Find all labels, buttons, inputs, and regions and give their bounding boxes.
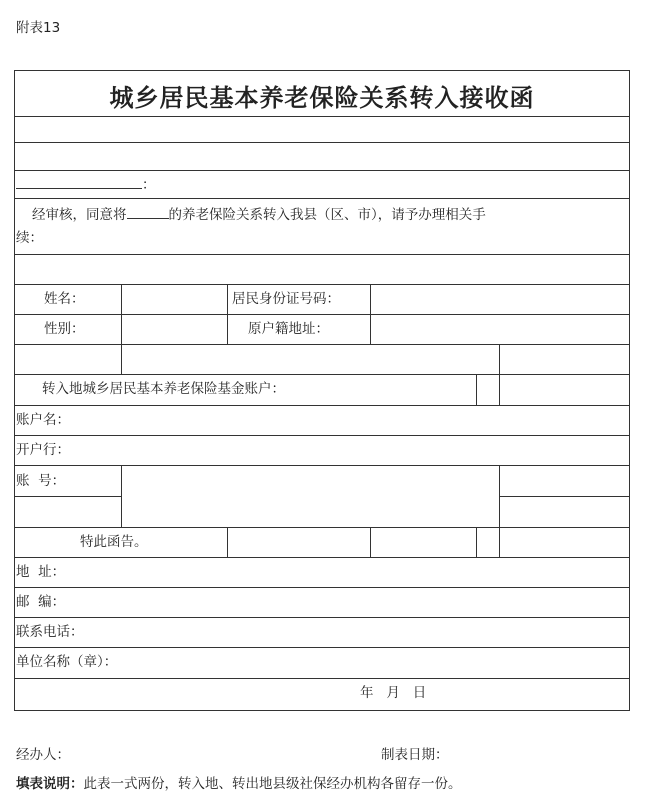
row-divider <box>14 254 630 255</box>
addressee-blank[interactable] <box>16 176 142 189</box>
body-text-line2: 续： <box>16 230 43 246</box>
phone-field[interactable] <box>95 619 628 646</box>
date-text: 年 月 日 <box>360 685 427 701</box>
body-prefix: 经审核，同意将 <box>32 207 127 223</box>
note-label: 填表说明： <box>16 776 84 792</box>
address-label: 地 址： <box>16 564 66 580</box>
address-field[interactable] <box>80 559 628 586</box>
row-divider <box>14 435 630 436</box>
account-name-label: 账户名： <box>16 412 70 428</box>
row-divider <box>14 678 630 679</box>
name-label: 姓名： <box>44 291 85 307</box>
col-divider <box>476 527 477 557</box>
row-divider <box>14 465 630 466</box>
row-divider <box>14 557 630 558</box>
row-divider <box>14 496 122 497</box>
transfer-person-blank[interactable] <box>127 206 169 219</box>
account-name-field[interactable] <box>80 407 628 434</box>
handler-label: 经办人： <box>16 747 70 763</box>
row-divider <box>14 314 630 315</box>
row-divider <box>14 587 630 588</box>
row-divider <box>14 374 630 375</box>
postcode-label: 邮 编： <box>16 594 66 610</box>
addressee-line <box>16 176 156 193</box>
body-suffix: 的养老保险关系转入我县（区、市），请予办理相关手 <box>168 207 486 223</box>
postcode-field[interactable] <box>80 589 628 616</box>
account-number-label: 账 号： <box>16 473 66 489</box>
bank-field[interactable] <box>80 437 628 464</box>
unit-name-field[interactable] <box>145 649 628 676</box>
col-divider <box>121 465 122 527</box>
row-divider <box>14 198 630 199</box>
addressee-colon: ： <box>142 177 156 193</box>
phone-label: 联系电话： <box>16 624 84 640</box>
col-divider <box>370 284 371 344</box>
col-divider <box>499 344 500 405</box>
id-number-field[interactable] <box>372 286 628 313</box>
row-divider <box>14 405 630 406</box>
row-divider <box>14 116 630 117</box>
unit-name-label: 单位名称（章）： <box>16 654 118 670</box>
col-divider <box>476 374 477 405</box>
note-text: 此表一式两份，转入地、转出地县级社保经办机构各留存一份。 <box>83 776 462 792</box>
notice-text: 特此函告。 <box>80 534 148 550</box>
body-text-line1 <box>32 206 486 223</box>
col-divider <box>121 344 122 374</box>
gender-label: 性别： <box>44 321 85 337</box>
bank-label: 开户行： <box>16 442 70 458</box>
row-divider <box>14 647 630 648</box>
row-divider <box>14 284 630 285</box>
row-divider <box>499 496 630 497</box>
gender-field[interactable] <box>123 316 225 343</box>
name-field[interactable] <box>123 286 225 313</box>
fund-account-label: 转入地城乡居民基本养老保险基金账户： <box>42 381 285 397</box>
row-divider <box>14 142 630 143</box>
hukou-address-label: 原户籍地址： <box>248 321 329 337</box>
fill-instructions <box>16 776 462 792</box>
row-divider <box>14 617 630 618</box>
account-number-field[interactable] <box>123 467 497 525</box>
hukou-address-field[interactable] <box>372 316 628 343</box>
col-divider <box>499 527 500 557</box>
row-divider <box>14 170 630 171</box>
id-number-label: 居民身份证号码： <box>232 291 340 307</box>
col-divider <box>370 527 371 557</box>
col-divider <box>227 527 228 557</box>
col-divider <box>499 465 500 527</box>
col-divider <box>121 284 122 344</box>
form-title: 城乡居民基本养老保险关系转入接收函 <box>109 83 535 112</box>
col-divider <box>227 284 228 344</box>
row-divider <box>14 527 630 528</box>
attachment-label: 附表13 <box>16 20 61 36</box>
table-date-label: 制表日期： <box>381 747 449 763</box>
row-divider <box>14 344 630 345</box>
